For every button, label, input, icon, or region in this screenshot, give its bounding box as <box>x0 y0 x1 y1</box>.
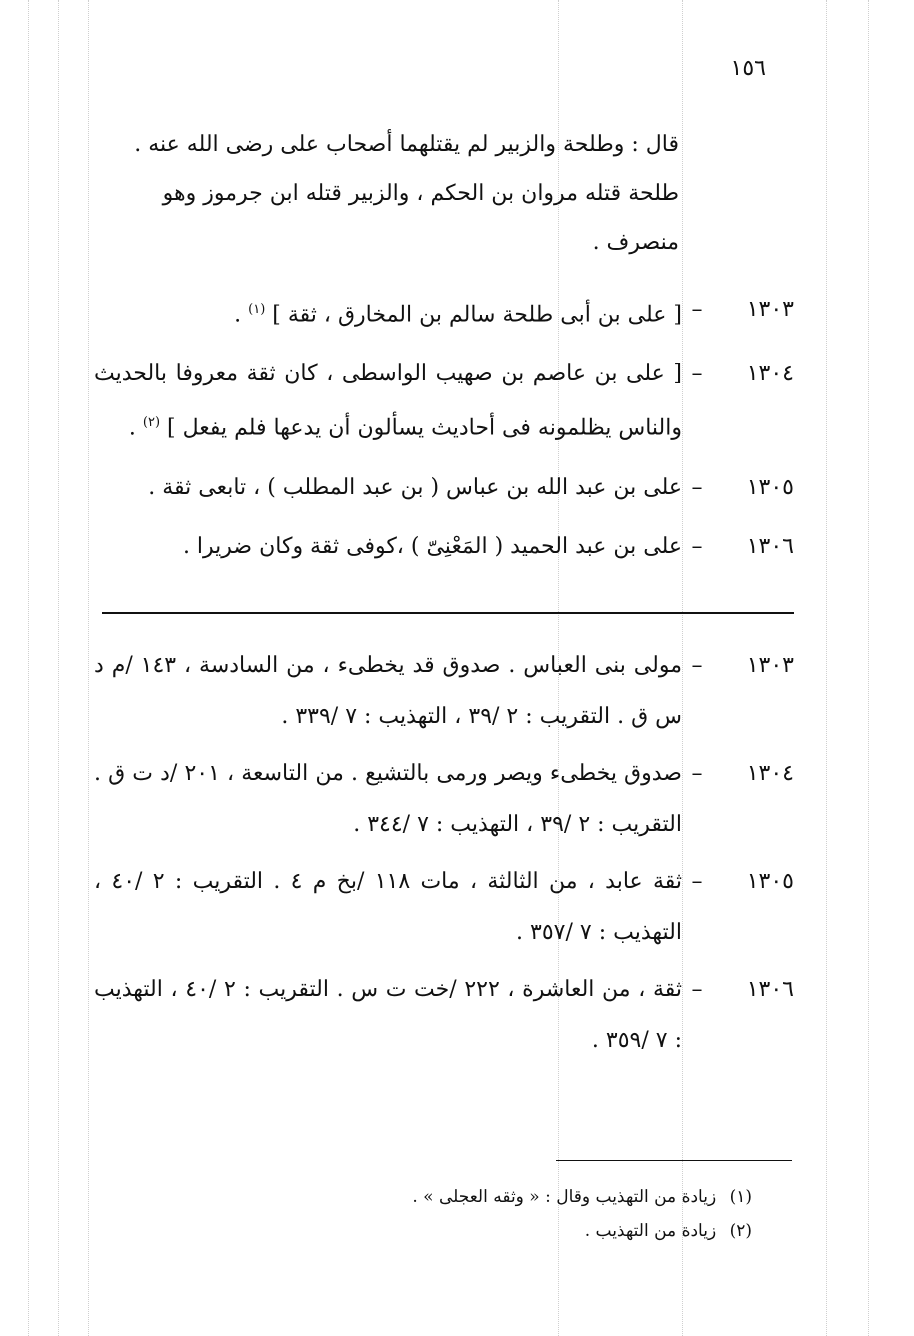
note-1304 <box>94 748 794 850</box>
note-1306 <box>94 964 794 1066</box>
note-text: ثقة عابد ، من الثالثة ، مات ١١٨ /بخ م ٤ . التقريب : ٢ /٤٠ ، التهذيب : ٧ /٣٥٧ . <box>94 869 683 945</box>
entry-1306 <box>94 522 794 571</box>
scan-guide-line <box>58 0 59 1336</box>
footnote-mark: (٢) <box>729 1221 752 1241</box>
entry-text <box>94 285 682 339</box>
note-dash: – <box>691 653 703 678</box>
note-number: ١٣٠٦ <box>746 977 794 1002</box>
footnotes <box>152 1180 752 1248</box>
scan-guide-line <box>28 0 29 1336</box>
entry-body: على بن عبد الحميد ( المَعْنِىّ ) ،كوفى ثقة وكان ضريرا . <box>182 533 682 559</box>
footnote-text: زيادة من التهذيب وقال : « وثقه العجلى » . <box>412 1187 717 1207</box>
note-1305 <box>94 856 794 958</box>
intro-line: طلحة قتله مروان بن الحكم ، والزبير قتله ابن جرموز وهو <box>162 181 679 206</box>
footnote-ref: (١) <box>248 302 266 317</box>
annotations-section <box>94 640 794 1072</box>
scan-guide-line <box>826 0 827 1336</box>
entry-1305 <box>94 463 794 512</box>
note-dash: – <box>691 761 703 786</box>
scan-guide-line <box>868 0 869 1336</box>
footnote-ref: (٢) <box>142 415 161 431</box>
footnote-1 <box>152 1180 752 1214</box>
page-number: ١٥٦ <box>730 56 766 81</box>
scan-guide-line <box>88 0 89 1336</box>
entry-number: ١٣٠٦ <box>746 533 794 559</box>
note-1303 <box>94 640 794 742</box>
section-divider <box>102 612 794 614</box>
intro-line: منصرف . <box>592 230 679 255</box>
entry-dash: – <box>691 361 703 387</box>
note-dash: – <box>691 869 703 894</box>
note-text: مولى بنى العباس . صدوق قد يخطىء ، من السادسة ، ١٤٣ /م د س ق . التقريب : ٢ /٣٩ ، التهذيب : ٧ /٣٣٩ . <box>94 653 682 729</box>
note-dash: – <box>691 977 703 1002</box>
note-text: ثقة ، من العاشرة ، ٢٢٢ /خت ت س . التقريب : ٢ /٤٠ ، التهذيب : ٧ /٣٥٩ . <box>94 977 682 1053</box>
footnote-divider <box>556 1160 792 1161</box>
intro-paragraph <box>94 120 794 267</box>
entry-body: [ على بن أبى طلحة سالم بن المخارق ، ثقة ] <box>272 302 682 328</box>
entry-body: على بن عبد الله بن عباس ( بن عبد المطلب ) ، تابعى ثقة . <box>148 474 682 500</box>
note-text: صدوق يخطىء ويصر ورمى بالتشيع . من التاسعة ، ٢٠١ /د ت ق . التقريب : ٢ /٣٩ ، التهذيب : ٧ /٣٤٤ . <box>94 761 682 837</box>
entry-1303 <box>94 285 794 339</box>
entry-number: ١٣٠٣ <box>746 297 794 322</box>
footnote-mark: (١) <box>729 1187 752 1207</box>
note-number: ١٣٠٤ <box>746 761 794 786</box>
footnote-2 <box>152 1214 752 1248</box>
entry-number: ١٣٠٥ <box>746 474 794 500</box>
intro-line: قال : وطلحة والزبير لم يقتلهما أصحاب على رضى الله عنه . <box>134 132 679 157</box>
entry-dash: – <box>691 474 703 500</box>
entry-body: [ على بن عاصم بن صهيب الواسطى ، كان ثقة معروفا بالحديث والناس يظلمونه فى أحاديث يسألون أن يدعها فلم يفعل ] <box>94 361 682 441</box>
note-number: ١٣٠٥ <box>746 869 794 894</box>
entry-dash: – <box>691 297 703 322</box>
entry-tail: . <box>234 302 242 328</box>
entry-1304 <box>94 349 794 452</box>
footnote-text: زيادة من التهذيب . <box>584 1221 717 1241</box>
entry-tail: . <box>128 415 136 441</box>
entry-text <box>94 349 682 452</box>
note-number: ١٣٠٣ <box>746 653 794 678</box>
main-text <box>94 120 794 581</box>
entry-dash: – <box>691 533 703 559</box>
entry-number: ١٣٠٤ <box>746 361 794 387</box>
